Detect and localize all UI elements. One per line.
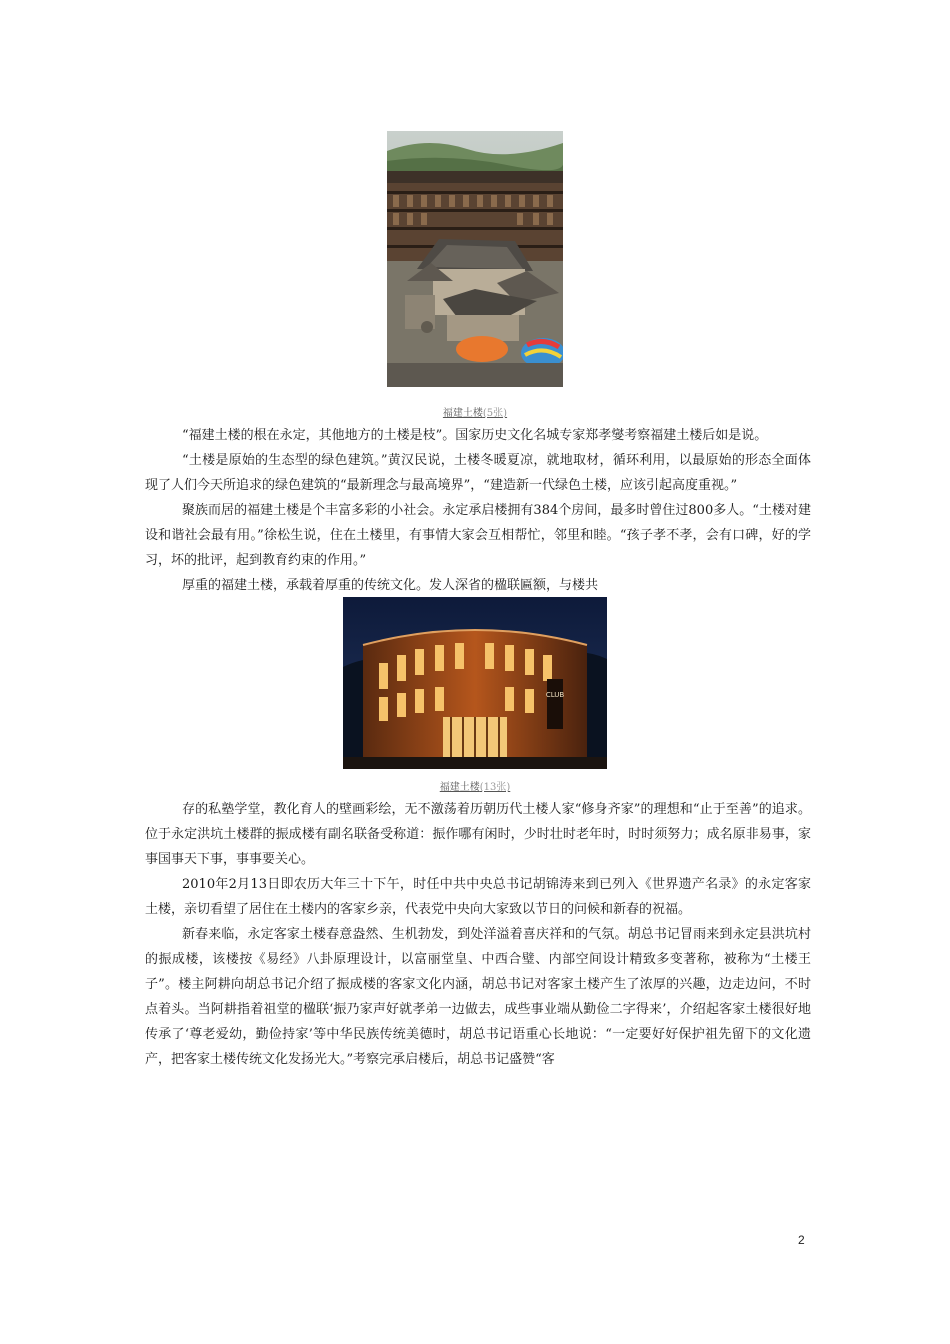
article-text-lower [145,797,811,1072]
figure1-caption-count[interactable]: (5张) [482,408,508,419]
paragraph-3: 聚族而居的福建土楼是个丰富多彩的小社会。永定承启楼拥有384个房间，最多时曾住过800多人。“土楼对建设和谐社会最有用。”徐松生说，住在土楼里，有事情大家会互相帮忙，邻里和睦。“孩子孝不孝，会有口碑，好的学习，坏的批评，起到教育约束的作用。” [145,503,811,568]
paragraph-6: 2010年2月13日即农历大年三十下午，时任中共中央总书记胡锦涛来到已列入《世界遗产名录》的永定客家土楼，亲切看望了居住在土楼内的客家乡亲，代表党中央向大家致以节日的问候和新春的祝福。 [145,877,811,917]
club-sign-text: CLUB [545,691,565,699]
tulou-courtyard-photo [387,131,563,387]
figure-tulou-courtyard [0,131,950,387]
paragraph-7: 新春来临，永定客家土楼春意盎然、生机勃发，到处洋溢着喜庆祥和的气氛。胡总书记冒雨来到永定县洪坑村的振成楼，该楼按《易经》八卦原理设计，以富丽堂皇、中西合璧、内部空间设计精致多变著称，被称为“土楼王子”。楼主阿耕向胡总书记介绍了振成楼的客家文化内涵，胡总书记对客家土楼产生了浓厚的兴趣，边走边问，不时点着头。当阿耕指着祖堂的楹联‘振乃家声好就孝弟一边做去，成些事业端从勤俭二字得来’，介绍起客家土楼很好地传承了‘尊老爱幼，勤俭持家’等中华民族传统美德时，胡总书记语重心长地说：“一定要好好保护祖先留下的文化遗产，把客家土楼传统文化发扬光大。”考察完承启楼后，胡总书记盛赞“客 [145,927,811,1067]
figure1-caption-text[interactable]: 福建土楼 [442,408,483,419]
figure1-caption[interactable] [0,404,950,419]
figure-tulou-night [0,597,950,769]
figure2-caption-text[interactable]: 福建土楼 [439,782,480,793]
page-number: 2 [798,1233,805,1247]
figure2-caption[interactable] [0,778,950,793]
paragraph-4: 厚重的福建土楼，承载着厚重的传统文化。发人深省的楹联匾额，与楼共 [182,578,599,593]
paragraph-2: “土楼是原始的生态型的绿色建筑。”黄汉民说，土楼冬暖夏凉，就地取材，循环利用，以最原始的形态全面体现了人们今天所追求的绿色建筑的“最新理念与最高境界”，“建造新一代绿色土楼，应该引起高度重视。” [145,453,811,493]
paragraph-5: 存的私塾学堂，教化育人的壁画彩绘，无不激荡着历朝历代土楼人家“修身齐家”的理想和“止于至善”的追求。位于永定洪坑土楼群的振成楼有副名联备受称道：振作哪有闲时，少时壮时老年时，时时须努力；成名原非易事，家事国事天下事，事事要关心。 [145,802,811,867]
article-text-upper [145,423,811,598]
tulou-night-photo [343,597,607,769]
paragraph-1: “福建土楼的根在永定，其他地方的土楼是枝”。国家历史文化名城专家郑孝燮考察福建土楼后如是说。 [182,428,768,443]
figure2-caption-count[interactable]: (13张) [479,782,511,793]
